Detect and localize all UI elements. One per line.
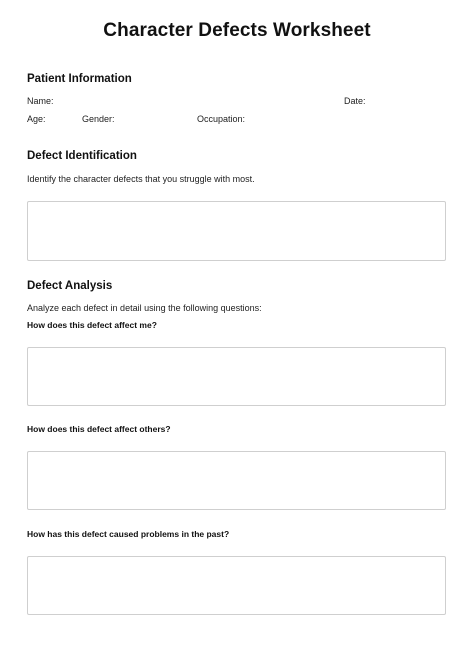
past-problems-answer-box[interactable] bbox=[27, 556, 446, 615]
question-affect-others: How does this defect affect others? bbox=[27, 424, 171, 434]
occupation-label: Occupation: bbox=[197, 114, 246, 124]
question-past-problems: How has this defect caused problems in the past? bbox=[27, 529, 230, 539]
defect-analysis-instruction: Analyze each defect in detail using the following questions: bbox=[27, 303, 262, 313]
defect-analysis-heading: Defect Analysis bbox=[27, 280, 113, 292]
gender-label: Gender: bbox=[82, 114, 115, 124]
defect-identification-heading: Defect Identification bbox=[27, 150, 137, 162]
affect-others-answer-box[interactable] bbox=[27, 451, 446, 510]
date-label: Date: bbox=[344, 96, 366, 106]
page-title: Character Defects Worksheet bbox=[103, 20, 371, 41]
question-affect-me: How does this defect affect me? bbox=[27, 320, 157, 330]
defect-identification-instruction: Identify the character defects that you struggle with most. bbox=[27, 174, 255, 184]
age-label: Age: bbox=[27, 114, 46, 124]
name-label: Name: bbox=[27, 96, 54, 106]
affect-me-answer-box[interactable] bbox=[27, 347, 446, 406]
patient-information-heading: Patient Information bbox=[27, 73, 132, 85]
defect-identification-answer-box[interactable] bbox=[27, 201, 446, 261]
